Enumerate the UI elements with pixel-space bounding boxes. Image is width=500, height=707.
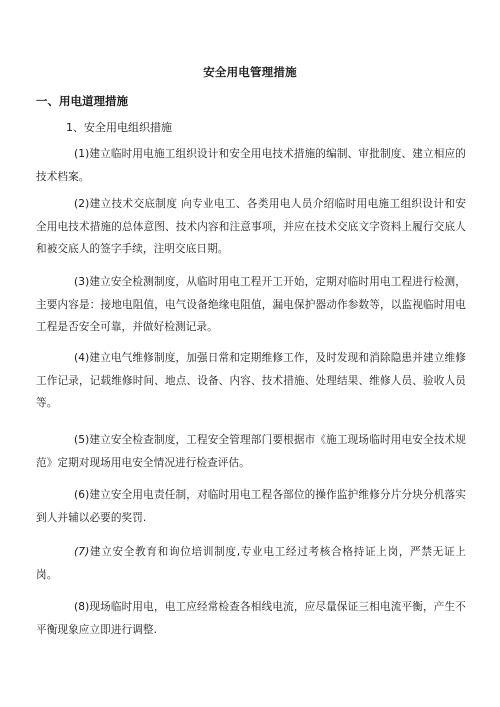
paragraph-7-number: (7): [74, 546, 90, 558]
paragraph-4: (4)建立电气维修制度，加强日常和定期维修工作，及时发现和消除隐患并建立维修工作记录，记载维修时间、地点、设备、内容、技术措施、处理结果、维修人员、验收人员等。: [36, 352, 466, 409]
paragraph-1: (1)建立临时用电施工组织设计和安全用电技术措施的编制、审批制度、建立相应的技术档案。: [36, 148, 466, 183]
paragraph-7: [36, 541, 466, 586]
paragraph-7-text: 建立安全教育和询位培训制度,专业电工经过考核合格持证上岗，严禁无证上岗。: [36, 546, 466, 581]
paragraph-2: (2)建立技术交底制度 向专业电工、各类用电人员介绍临时用电施工组织设计和安全用电技术措施的总体意图、技术内容和注意事项，并应在技术交底文字资料上履行交底人和被交底人的签字手续，注明交底日期。: [36, 198, 466, 255]
paragraph-3: (3)建立安全检测制度，从临时用电工程开工开始，定期对临时用电工程进行检测，主要内容是：接地电阻值，电气设备绝缘电阻值，漏电保护器动作参数等，以监视临时用电工程是否安全可靠，并做好检测记录。: [36, 276, 466, 333]
paragraph-8: (8)现场临时用电，电工应经常检查各相线电流，应尽量保证三相电流平衡，产生不平衡现象应立即进行调整.: [36, 601, 466, 636]
document-title: 安全用电管理措施: [203, 65, 297, 79]
subsection-heading: 1、安全用电组织措施: [66, 121, 172, 134]
paragraph-5: (5)建立安全检查制度，工程安全管理部门要根据市《施工现场临时用电安全技术规范》定期对现场用电安全情况进行检查评估。: [36, 434, 466, 469]
section-heading: 一、用电道理措施: [36, 94, 128, 108]
paragraph-6: (6)建立安全用电责任制，对临时用电工程各部位的操作监护维修分片分块分机落实到人并辅以必要的奖罚.: [36, 489, 466, 524]
